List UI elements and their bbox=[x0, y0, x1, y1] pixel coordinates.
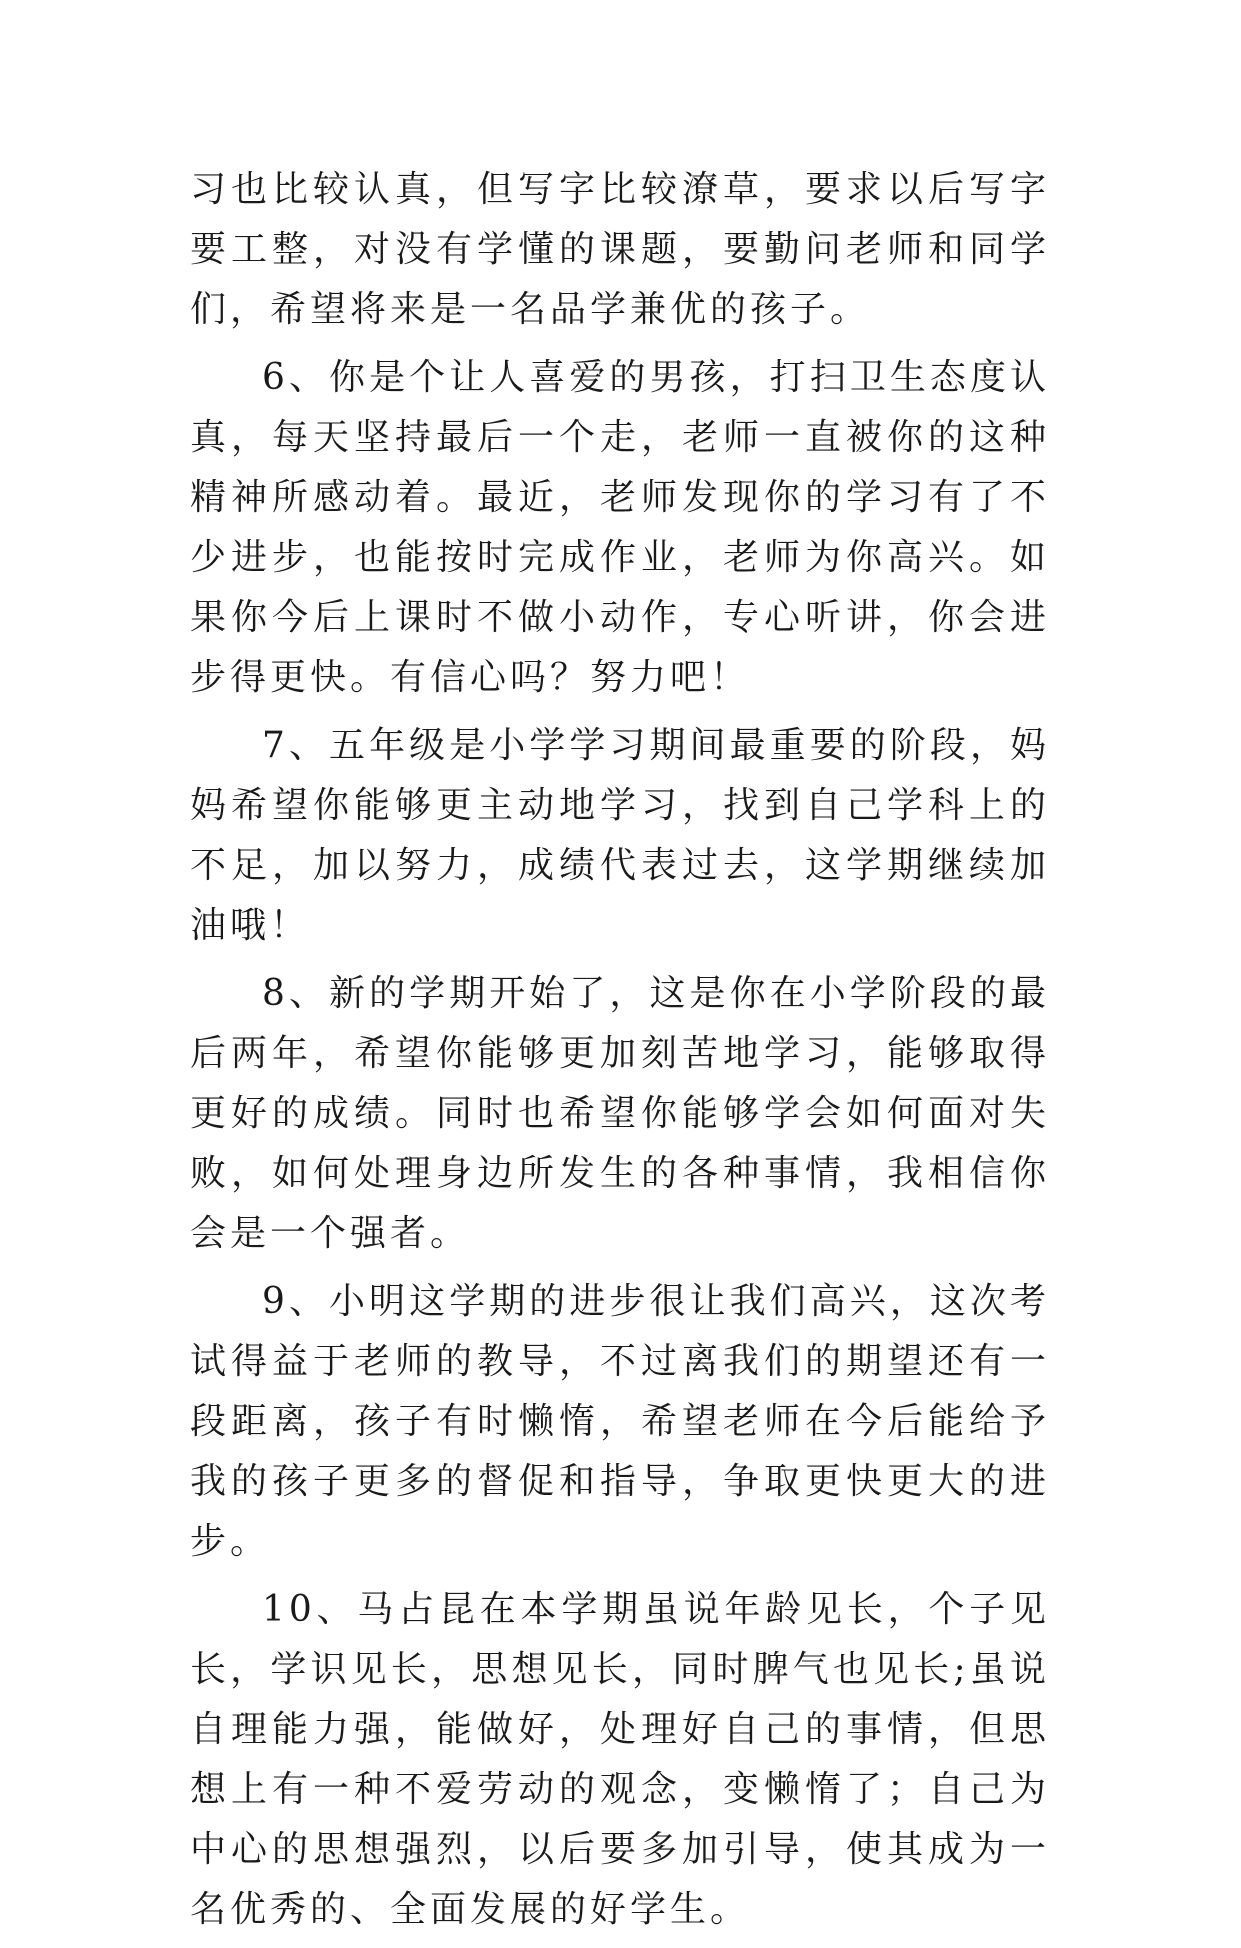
paragraph-comment-6: 6、你是个让人喜爱的男孩，打扫卫生态度认真，每天坚持最后一个走，老师一直被你的这种精神所感动着。最近，老师发现你的学习有了不少进步，也能按时完成作业，老师为你高兴。如果你今后上课时不做小动作，专心听讲，你会进步得更快。有信心吗？努力吧！ bbox=[190, 357, 1050, 698]
paragraph-comment-9: 9、小明这学期的进步很让我们高兴，这次考试得益于老师的教导，不过离我们的期望还有一段距离，孩子有时懒惰，希望老师在今后能给予我的孩子更多的督促和指导，争取更快更大的进步。 bbox=[190, 1281, 1050, 1562]
paragraph-continuation: 习也比较认真，但写字比较潦草，要求以后写字要工整，对没有学懂的课题，要勤问老师和同学们，希望将来是一名品学兼优的孩子。 bbox=[190, 169, 1050, 330]
paragraph-comment-10: 10、马占昆在本学期虽说年龄见长，个子见长，学识见长，思想见长，同时脾气也见长;虽说自理能力强，能做好，处理好自己的事情，但思想上有一种不爱劳动的观念，变懒惰了；自己为中心的思想强烈，以后要多加引导，使其成为一名优秀的、全面发展的好学生。 bbox=[190, 1589, 1050, 1930]
paragraph-comment-7: 7、五年级是小学学习期间最重要的阶段，妈妈希望你能够更主动地学习，找到自己学科上的不足，加以努力，成绩代表过去，这学期继续加油哦！ bbox=[190, 725, 1050, 946]
paragraph-comment-8: 8、新的学期开始了，这是你在小学阶段的最后两年，希望你能够更加刻苦地学习，能够取得更好的成绩。同时也希望你能够学会如何面对失败，如何处理身边所发生的各种事情，我相信你会是一个强者。 bbox=[190, 973, 1050, 1254]
document-body bbox=[190, 160, 1050, 1948]
